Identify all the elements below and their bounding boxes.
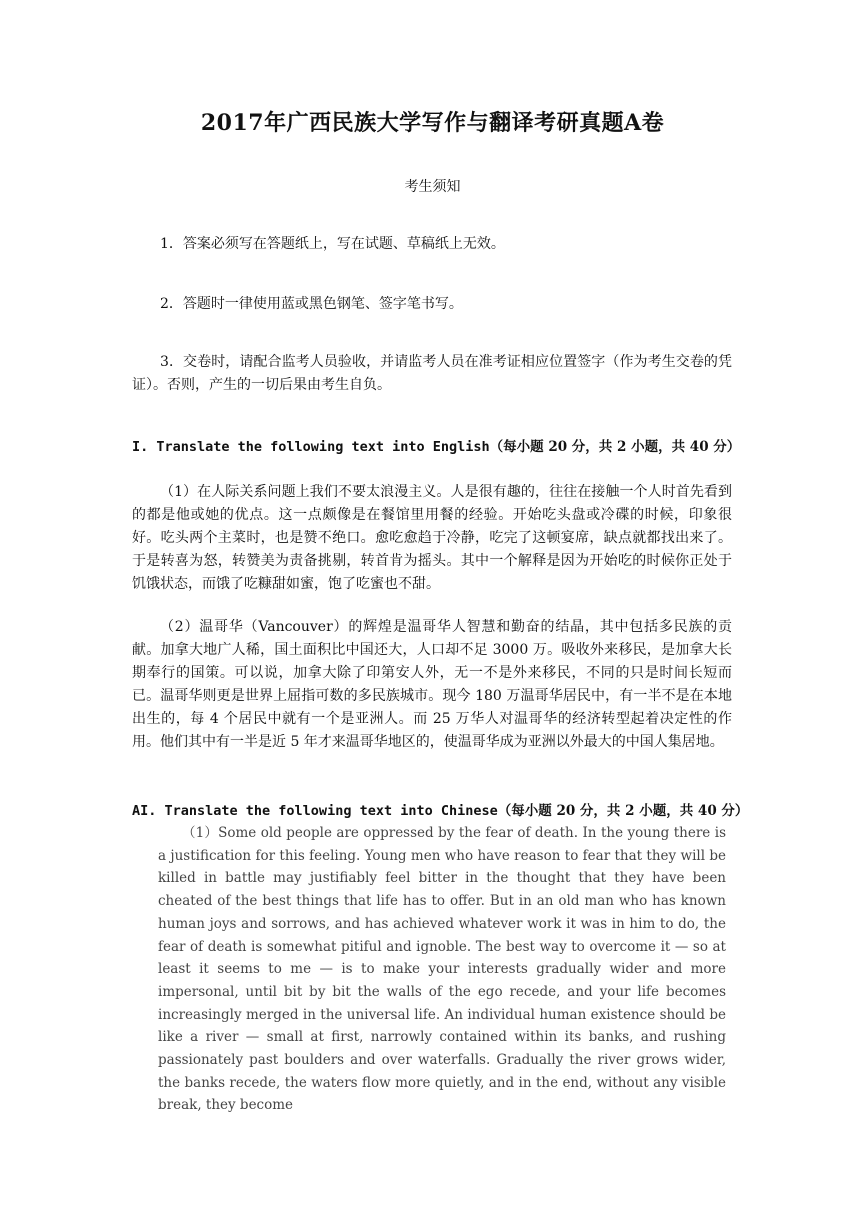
section-2-passage-1-text: （1）Some old people are oppressed by the fear of death. In the young there is a justification for this feeling. Young men who have reason to fear that they will be killed in battle may justifiably feel bitter in the thought that they have been cheated of the best things that life has to offer. But in an old man who has known human joys and sorrows, and has achieved whatever work it was in him to do, the fear of death is somewhat pitiful and ignoble. The best way to overcome it — so at least it seems to me — is to make your interests gradually wider and more impersonal, until bit by bit the walls of the ego recede, and your life becomes increasingly merged in the universal life. An individual human existence should be like a river — small at first, narrowly contained within its banks, and rushing passionately past boulders and over waterfalls. Gradually the river grows wider, the banks recede, the waters flow more quietly, and in the end, without any visible break, they become — [158, 825, 726, 1114]
notice-heading: 考生须知 — [404, 179, 461, 195]
section-2-heading-en: AI. Translate the following text into Chinese — [132, 803, 498, 819]
section-2-passage-1 — [158, 822, 726, 1117]
section-1-heading — [132, 435, 752, 455]
section-1-passage-2: （2）温哥华（Vancouver）的辉煌是温哥华人智慧和勤奋的结晶，其中包括多民族的贡献。加拿大地广人稀，国土面积比中国还大，人口却不足 3000 万。吸收外来移民，是加拿大长期奉行的国策。可以说，加拿大除了印第安人外，无一不是外来移民，不同的只是时间长短而已。温哥华则更是世界上屈指可数的多民族城市。现今 180 万温哥华居民中，有一半不是在本地出生的，每 4 个居民中就有一个是亚洲人。而 25 万华人对温哥华的经济转型起着决定性的作用。他们其中有一半是近 5 年才来温哥华地区的，使温哥华成为亚洲以外最大的中国人集居地。 — [132, 619, 732, 750]
section-1-heading-cn: （每小题 20 分，共 2 小题，共 40 分） — [489, 439, 741, 455]
section-1-passage-1: （1）在人际关系问题上我们不要太浪漫主义。人是很有趣的，往往在接触一个人时首先看到的都是他或她的优点。这一点颇像是在餐馆里用餐的经验。开始吃头盘或冷碟的时候，印象很好。吃头两个主菜时，也是赞不绝口。愈吃愈趋于冷静，吃完了这顿宴席，缺点就都找出来了。于是转喜为怒，转赞美为责备挑剔，转首肯为摇头。其中一个解释是因为开始吃的时候你正处于饥饿状态，而饿了吃糠甜如蜜，饱了吃蜜也不甜。 — [132, 484, 732, 592]
section-2-heading-cn: （每小题 20 分，共 2 小题，共 40 分） — [497, 803, 749, 819]
document-title: 2017年广西民族大学写作与翻译考研真题A卷 — [200, 110, 665, 136]
notice-item-3: 3．交卷时，请配合监考人员验收，并请监考人员在准考证相应位置签字（作为考生交卷的凭证）。否则，产生的一切后果由考生自负。 — [132, 354, 732, 393]
section-1-heading-en: I. Translate the following text into English — [132, 439, 490, 455]
section-2-heading — [132, 799, 752, 819]
notice-item-2: 2．答题时一律使用蓝或黑色钢笔、签字笔书写。 — [160, 296, 463, 312]
notice-item-1: 1．答案必须写在答题纸上，写在试题、草稿纸上无效。 — [160, 236, 505, 252]
